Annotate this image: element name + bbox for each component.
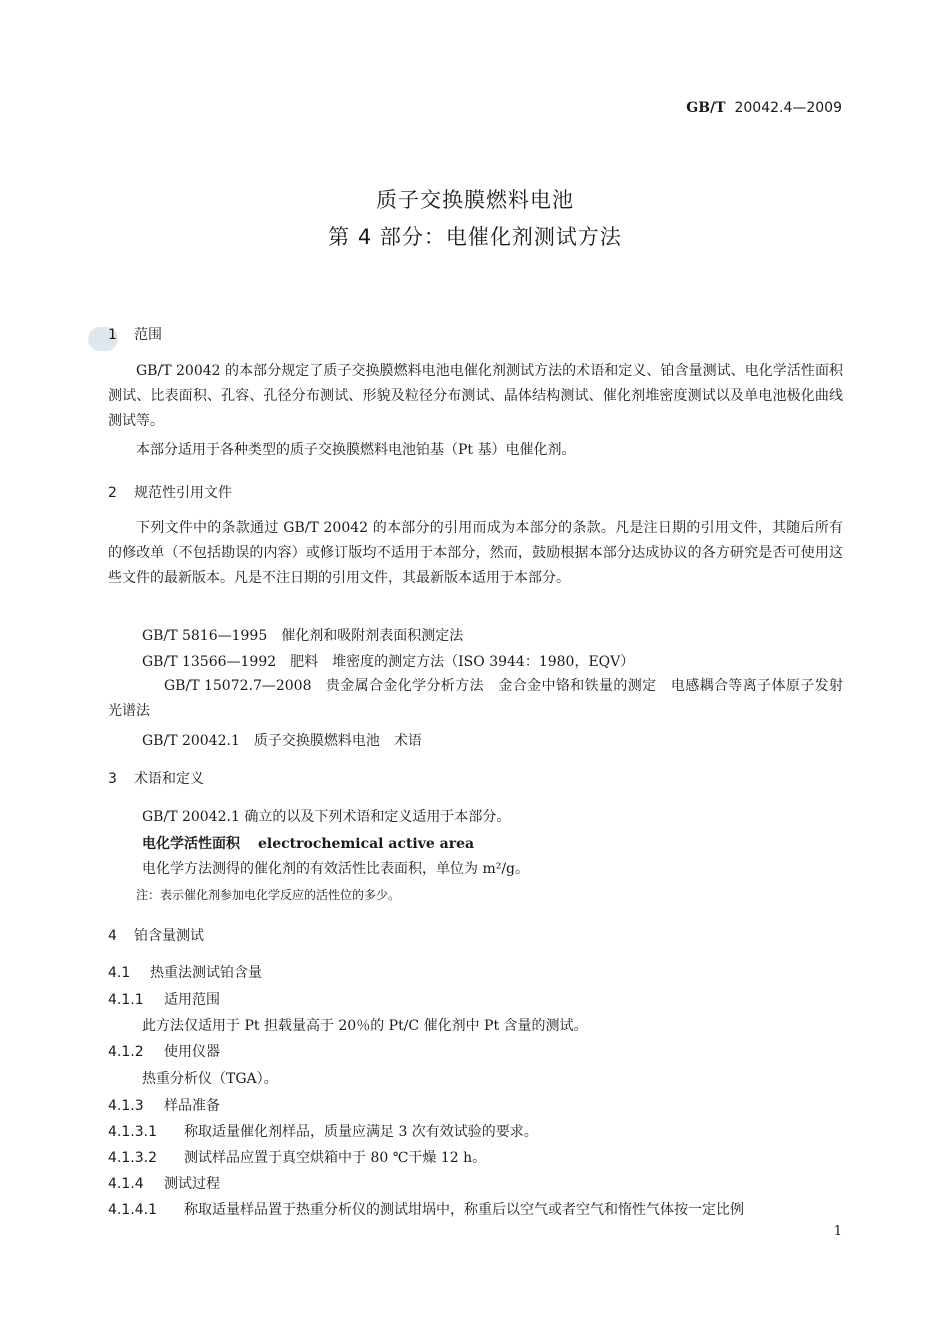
- document-title-line2: 第 4 部分：电催化剂测试方法: [328, 225, 622, 249]
- section-4-1-2-text: 热重分析仪（TGA）。: [142, 1071, 278, 1087]
- standard-code-header: GB/T 20042.4—2009: [686, 100, 842, 116]
- reference-item: GB/T 5816—1995 催化剂和吸附剂表面积测定法: [142, 628, 464, 644]
- section-4-1-3-2-item: 4.1.3.2 测试样品应置于真空烘箱中于 80 ℃干燥 12 h。: [108, 1150, 487, 1166]
- section-4-heading: 4 铂含量测试: [108, 928, 204, 944]
- section-4-1-4-1-item: 4.1.4.1 称取适量样品置于热重分析仪的测试坩埚中，称重后以空气或者空气和惰性气体按一定比例: [108, 1202, 744, 1218]
- reference-item: GB/T 15072.7—2008 贵金属合金化学分析方法 金合金中铬和铁量的测定 电感耦合等离子体原子发射光谱法: [108, 678, 843, 719]
- section-4-1-4-heading: 4.1.4 测试过程: [108, 1176, 220, 1192]
- section-3-paragraph-1: GB/T 20042.1 确立的以及下列术语和定义适用于本部分。: [142, 809, 511, 825]
- section-4-1-3-heading: 4.1.3 样品准备: [108, 1098, 220, 1114]
- section-4-1-heading: 4.1 热重法测试铂含量: [108, 965, 262, 981]
- section-4-1-1-heading: 4.1.1 适用范围: [108, 992, 220, 1008]
- section-2-heading: 2 规范性引用文件: [108, 485, 232, 501]
- page-number: 1: [833, 1224, 842, 1239]
- section-4-1-2-heading: 4.1.2 使用仪器: [108, 1044, 220, 1060]
- reference-item: GB/T 13566—1992 肥料 堆密度的测定方法（ISO 3944：1980，EQV）: [142, 654, 635, 670]
- section-4-1-3-1-item: 4.1.3.1 称取适量催化剂样品，质量应满足 3 次有效试验的要求。: [108, 1124, 538, 1140]
- section-3-heading: 3 术语和定义: [108, 771, 204, 787]
- section-1-paragraph-2: 本部分适用于各种类型的质子交换膜燃料电池铂基（Pt 基）电催化剂。: [136, 442, 576, 458]
- reference-item: GB/T 20042.1 质子交换膜燃料电池 术语: [142, 733, 422, 749]
- term-definition: 电化学方法测得的催化剂的有效活性比表面积，单位为 m²/g。: [142, 861, 530, 877]
- section-4-1-1-text: 此方法仅适用于 Pt 担载量高于 20％的 Pt/C 催化剂中 Pt 含量的测试。: [142, 1018, 588, 1034]
- document-title-line1: 质子交换膜燃料电池: [376, 188, 574, 212]
- section-1-paragraph-1: GB/T 20042 的本部分规定了质子交换膜燃料电池电催化剂测试方法的术语和定义、铂含量测试、电化学活性面积测试、比表面积、孔容、孔径分布测试、形貌及粒径分布测试、晶体结构测试、催化剂堆密度测试以及单电池极化曲线测试等。: [108, 363, 843, 429]
- term-note: 注：表示催化剂参加电化学反应的活性位的多少。: [136, 888, 401, 902]
- section-2-paragraph-1: 下列文件中的条款通过 GB/T 20042 的本部分的引用而成为本部分的条款。凡是注日期的引用文件，其随后所有的修改单（不包括勘误的内容）或修订版均不适用于本部分，然而，鼓励根据本部分达成协议的各方研究是否可使用这些文件的最新版本。凡是不注日期的引用文件，其最新版本适用于本部分。: [108, 520, 843, 586]
- section-1-heading: 1 范围: [108, 327, 162, 343]
- term-entry: 电化学活性面积 electrochemical active area: [142, 836, 475, 852]
